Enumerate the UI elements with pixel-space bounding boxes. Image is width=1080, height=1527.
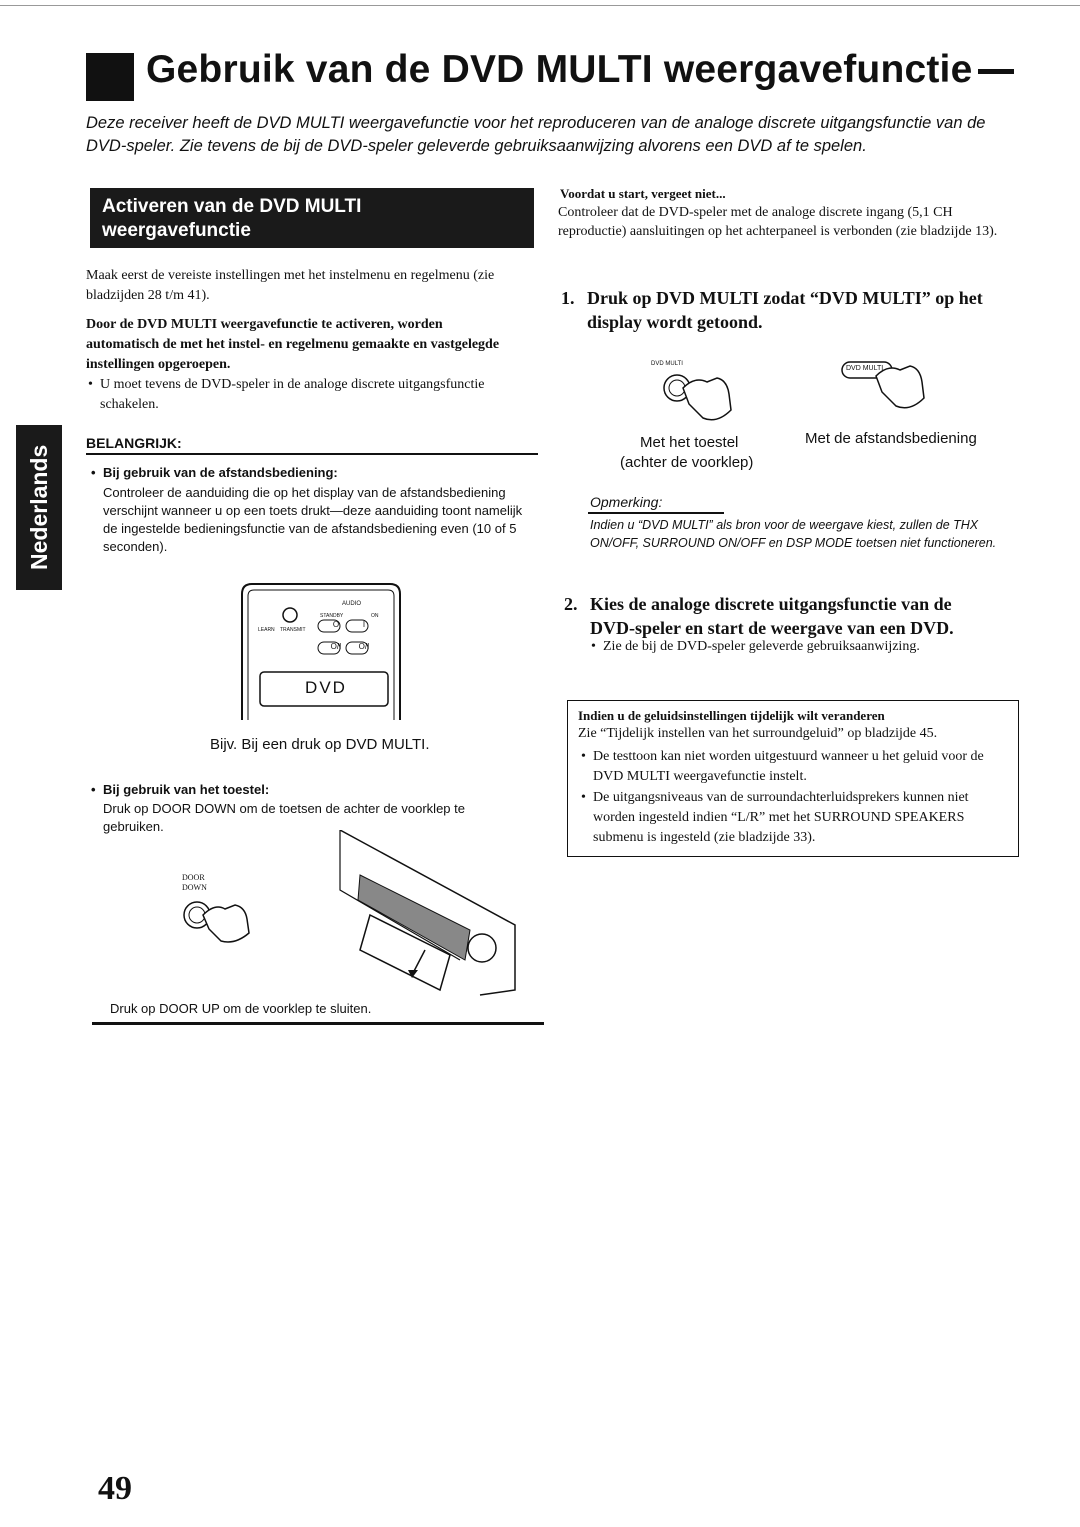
before-start-heading: Voordat u start, vergeet niet... xyxy=(560,186,726,201)
remote-label-audio: AUDIO xyxy=(342,601,362,607)
belangrijk-heading: BELANGRIJK: xyxy=(86,435,182,451)
door-label-1: DOOR xyxy=(182,873,205,882)
remote-display-text: DVD xyxy=(305,678,347,697)
note-rule xyxy=(588,512,724,514)
press-hand-icon xyxy=(175,895,260,950)
remote-caption: Bijv. Bij een druk op DVD MULTI. xyxy=(210,736,430,753)
section-header xyxy=(102,195,522,243)
note-text: Indien u “DVD MULTI” als bron voor de weergave kiest, zullen de THX ON/OFF, SURROUND ON/OFF en DSP MODE toetsen niet functioneren. xyxy=(590,518,997,550)
unit-heading: • Bij gebruik van het toestel: xyxy=(103,782,269,797)
page-number: 49 xyxy=(98,1470,132,1507)
title-marker xyxy=(86,53,134,101)
page-title: Gebruik van de DVD MULTI weergavefunctie xyxy=(146,48,1014,92)
remote-label-on: ON xyxy=(371,613,379,619)
remote-label-standby: STANDBY xyxy=(320,613,344,619)
left-column-end-rule xyxy=(92,1022,544,1025)
unit-press-hand-icon xyxy=(655,368,745,428)
remote-illustration xyxy=(238,580,404,720)
before-start-text: Controleer dat de DVD-speler met de analoge discrete ingang (5,1 CH reproductie) aansluitingen op het achterpaneel is verbonden (zie bladzijde 13). xyxy=(558,205,998,239)
step2-text: Kies de analoge discrete uitgangsfunctie van de DVD-speler en start de weergave van een DVD. xyxy=(590,594,954,638)
step1-number: 1. xyxy=(561,288,575,308)
tip-box-bullet1: • De testtoon kan niet worden uitgestuurd wanneer u het geluid voor de DVD MULTI weergavefunctie instelt. xyxy=(593,747,1003,787)
caption-remote: Met de afstandsbediening xyxy=(805,430,977,447)
fig-label-unit: DVD MULTI xyxy=(651,361,683,367)
step1-text: Druk op DVD MULTI zodat “DVD MULTI” op het display wordt getoond. xyxy=(587,288,983,332)
caption-unit-1: Met het toestel xyxy=(640,434,739,451)
step2-number: 2. xyxy=(564,594,578,614)
section-header-line1: Activeren van de DVD MULTI xyxy=(102,196,362,217)
remote-heading: • Bij gebruik van de afstandsbediening: xyxy=(103,465,338,480)
remote-label-transmit: TRANSMIT xyxy=(280,627,306,633)
door-caption: Druk op DOOR UP om de voorklep te sluiten. xyxy=(110,1001,372,1016)
remote-btn-4: O/I xyxy=(358,642,370,651)
tip-box-text: Zie “Tijdelijk instellen van het surroundgeluid” op bladzijde 45. xyxy=(578,726,938,741)
section-header-line2: weergavefunctie xyxy=(102,220,251,241)
remote-text: Controleer de aanduiding die op het display van de afstandsbediening verschijnt wanneer u op een toets drukt—deze aanduiding toont namelijk de ingestelde bedieningsfunctie van de afstandsbediening even (10 of 5 seconden). xyxy=(103,485,523,554)
top-rule xyxy=(0,5,1080,6)
belangrijk-rule xyxy=(86,453,538,455)
tip-box-heading: Indien u de geluidsinstellingen tijdelijk wilt veranderen xyxy=(578,708,885,723)
remote-btn-off: O xyxy=(332,620,340,629)
remote-btn-3: O/I xyxy=(330,642,342,651)
fig-label-remote: DVD MULTI xyxy=(846,365,884,372)
unit-text: Druk op DOOR DOWN om de toetsen de achter de voorklep te gebruiken. xyxy=(103,801,465,834)
intro-instruction: Maak eerst de vereiste instellingen met het instelmenu en regelmenu (zie bladzijden 28 t/m 41). xyxy=(86,268,495,303)
intro-paragraph: Deze receiver heeft de DVD MULTI weergavefunctie voor het reproduceren van de analoge discrete uitgangsfunctie van de DVD-speler. Zie tevens de bij de DVD-speler geleverde gebruiksaanwijzing alvorens een DVD af te spelen. xyxy=(86,114,986,155)
remote-btn-on: I xyxy=(362,620,366,629)
caption-unit-2: (achter de voorklep) xyxy=(620,454,754,471)
door-label-2: DOWN xyxy=(182,883,207,892)
language-tab-label: Nederlands xyxy=(26,444,52,571)
tip-box-bullet2: • De uitgangsniveaus van de surroundachterluidsprekers kunnen niet worden ingesteld indien “L/R” met het SURROUND SPEAKERS submenu is ingesteld (zie bladzijde 33). xyxy=(593,788,1003,848)
bullet-analog-mode: • U moet tevens de DVD-speler in de analoge discrete uitgangsfunctie schakelen. xyxy=(100,375,500,415)
receiver-front-panel-illustration xyxy=(330,830,520,1000)
remote-label-learn: LEARN xyxy=(258,627,275,633)
step2-bullet: • Zie de bij de DVD-speler geleverde gebruiksaanwijzing. xyxy=(603,639,1003,655)
note-heading: Opmerking: xyxy=(590,494,663,510)
activation-note: Door de DVD MULTI weergavefunctie te activeren, worden automatisch de met het instel- en regelmenu gemaakte en vastgelegde instellingen opgeroepen. xyxy=(86,317,500,372)
